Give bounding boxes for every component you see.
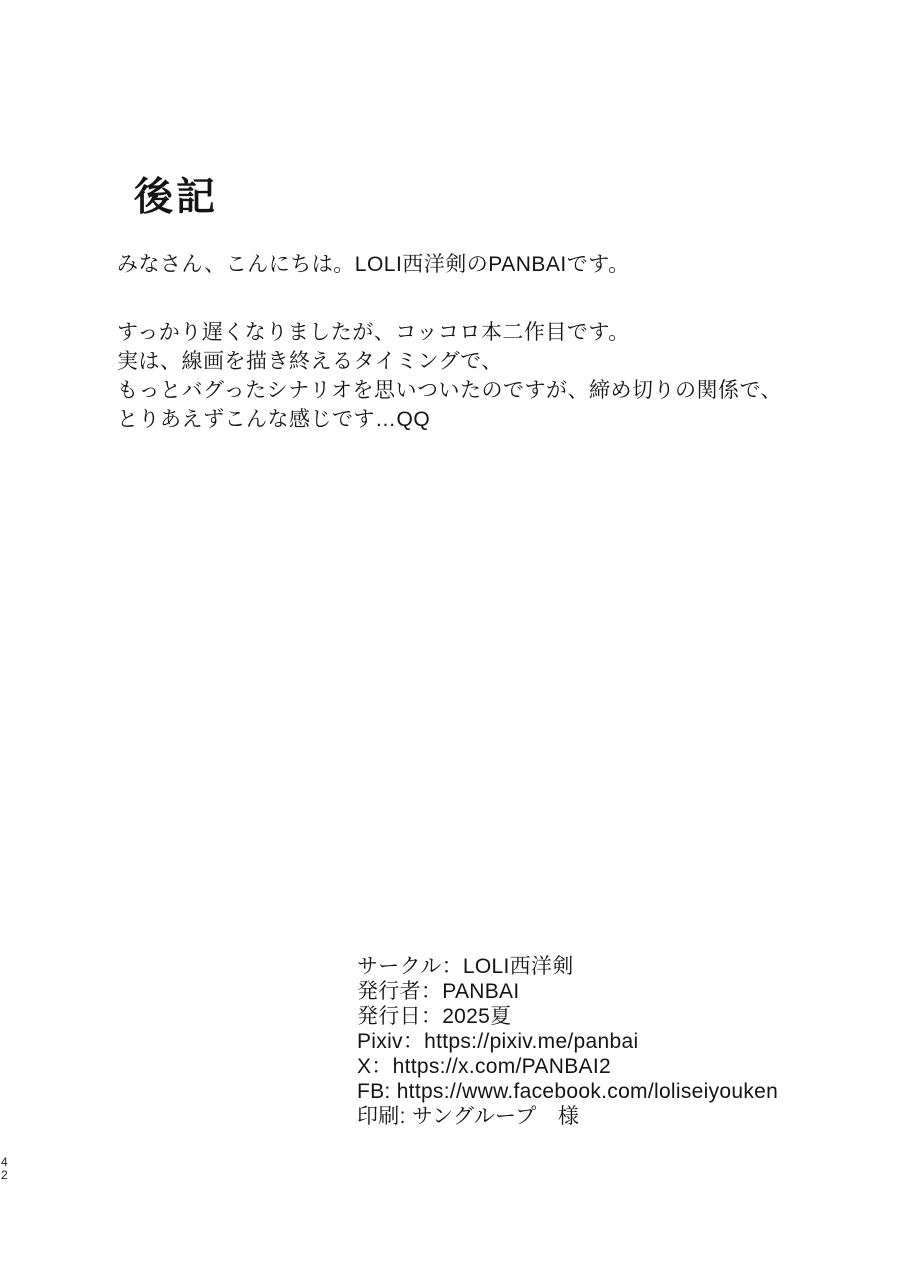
credit-publisher: 発行者：PANBAI bbox=[357, 980, 520, 1003]
body-line-4: とりあえずこんな感じです…QQ bbox=[117, 408, 431, 431]
credit-circle: サークル：LOLI西洋剣 bbox=[357, 955, 574, 978]
credit-pixiv-url: Pixiv：https://pixiv.me/panbai bbox=[357, 1030, 639, 1053]
body-line-2: 実は、線画を描き終えるタイミングで、 bbox=[117, 350, 503, 373]
greeting-text: みなさん、こんにちは。LOLI西洋剣のPANBAIです。 bbox=[117, 253, 630, 276]
credit-printer: 印刷: サングループ 様 bbox=[357, 1105, 580, 1128]
body-line-3: もっとバグったシナリオを思いついたのですが、締め切りの関係で、 bbox=[117, 379, 783, 402]
page-number: 42 bbox=[1, 1155, 8, 1182]
credit-x-url: X：https://x.com/PANBAI2 bbox=[357, 1055, 611, 1078]
credit-publish-date: 発行日：2025夏 bbox=[357, 1005, 512, 1028]
body-line-1: すっかり遅くなりましたが、コッコロ本二作目です。 bbox=[117, 321, 630, 344]
page-title: 後記 bbox=[134, 176, 219, 219]
body-paragraph bbox=[117, 318, 782, 434]
credit-facebook-url: FB: https://www.facebook.com/loliseiyouken bbox=[357, 1080, 779, 1103]
credits-block bbox=[357, 954, 778, 1129]
